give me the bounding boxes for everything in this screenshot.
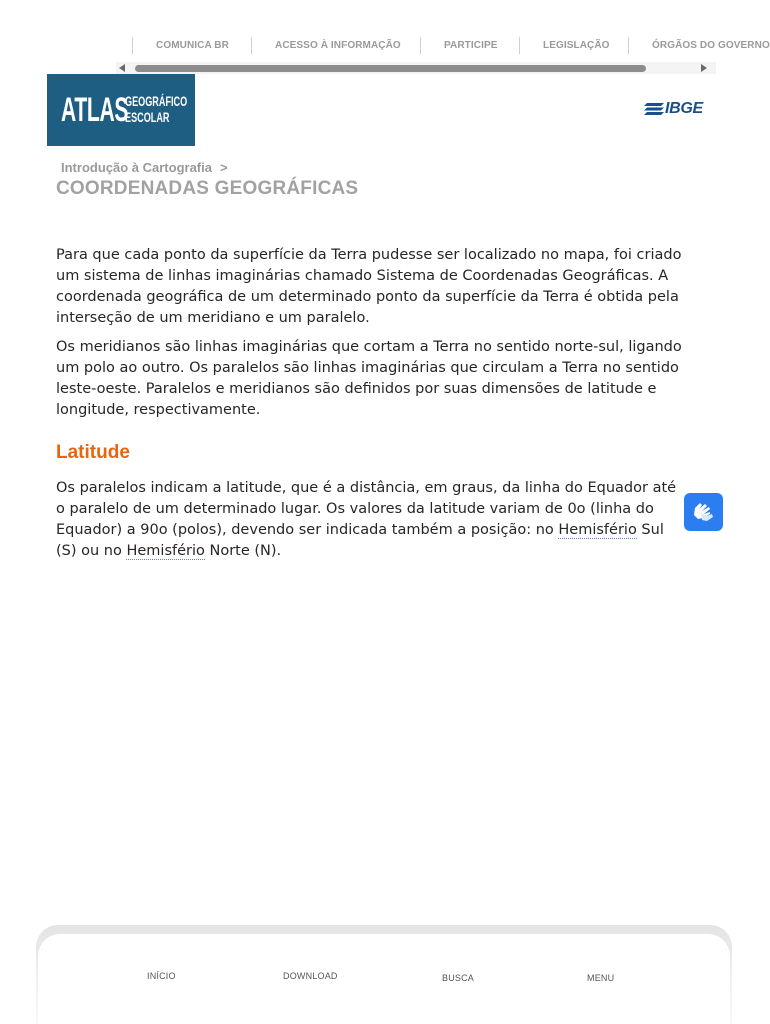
breadcrumb-separator: > [219,160,228,175]
ibge-logo[interactable] [644,100,716,120]
latitude-paragraph [56,478,688,568]
nav-inicio[interactable]: INÍCIO [147,971,176,981]
scroll-right-icon[interactable] [701,64,707,72]
paragraph-1: Para que cada ponto da superfície da Terra pudesse ser localizado no mapa, foi criado um sistema de linhas imaginárias chamado Sistema de Coordenadas Geográficas. A coordenada geográfica de um determinado ponto da superfície da Terra é obtida pela interseção de um meridiano e um paralelo. [56,247,682,326]
divider [420,37,421,54]
accessibility-widget-button[interactable] [684,493,723,531]
nav-busca[interactable]: BUSCA [442,973,475,983]
logo-sub-text [125,93,187,125]
ibge-mark-icon [644,103,664,115]
breadcrumb-parent-link[interactable]: Introdução à Cartografia [61,160,212,175]
logo-main-text: ATLAS [61,91,129,129]
gov-link-legislacao[interactable]: LEGISLAÇÃO [543,40,610,51]
divider [251,37,252,54]
gov-link-orgaos[interactable]: ÓRGÃOS DO GOVERNO [652,40,770,51]
nav-menu[interactable]: MENU [587,973,615,983]
gov-bar-scrollbar[interactable] [116,62,716,74]
paragraph-2: Os meridianos são linhas imaginárias que cortam a Terra no sentido norte-sul, ligando um polo ao outro. Os paralelos são linhas imaginárias que circulam a Terra no sentido leste-oeste. Paralelos e meridianos são definidos por suas dimensões de latitude e longitude, respectivamente. [56,339,682,418]
page-title: COORDENADAS GEOGRÁFICAS [56,178,359,199]
divider [132,37,133,54]
gov-link-comunica-br[interactable]: COMUNICA BR [156,40,229,51]
sign-language-icon [690,499,717,525]
divider [519,37,520,54]
scroll-thumb[interactable] [135,65,646,72]
gov-bar [0,32,768,62]
gov-link-acesso-informacao[interactable]: ACESSO À INFORMAÇÃO [275,40,401,51]
logo-sub-line-2: ESCOLAR [125,109,170,125]
gov-link-participe[interactable]: PARTICIPE [444,40,498,51]
logo-sub-line-1: GEOGRÁFICO [125,93,188,109]
atlas-logo[interactable] [47,74,195,146]
scroll-left-icon[interactable] [119,64,125,72]
bottom-nav [38,934,730,1024]
article-body [56,245,706,429]
gov-links [130,32,770,62]
glossary-link-hemisferio-sul[interactable]: Hemisfério [558,522,637,538]
nav-download[interactable]: DOWNLOAD [283,971,338,981]
ibge-logo-text: IBGE [665,100,703,117]
breadcrumb [61,160,228,175]
section-heading-latitude: Latitude [56,442,130,463]
glossary-link-hemisferio-norte[interactable]: Hemisfério [126,543,205,559]
latitude-text-3: Norte (N). [204,543,282,559]
divider [628,37,629,54]
latitude-text-2: Sul (S) ou no [56,522,664,559]
latitude-text-1: Os paralelos indicam a latitude, que é a distância, em graus, da linha do Equador até o paralelo de um determinado lugar. Os valores da latitude variam de 0o (linha do Equador) a 90o (polos), devendo ser indicada também a posição: no [56,480,677,538]
